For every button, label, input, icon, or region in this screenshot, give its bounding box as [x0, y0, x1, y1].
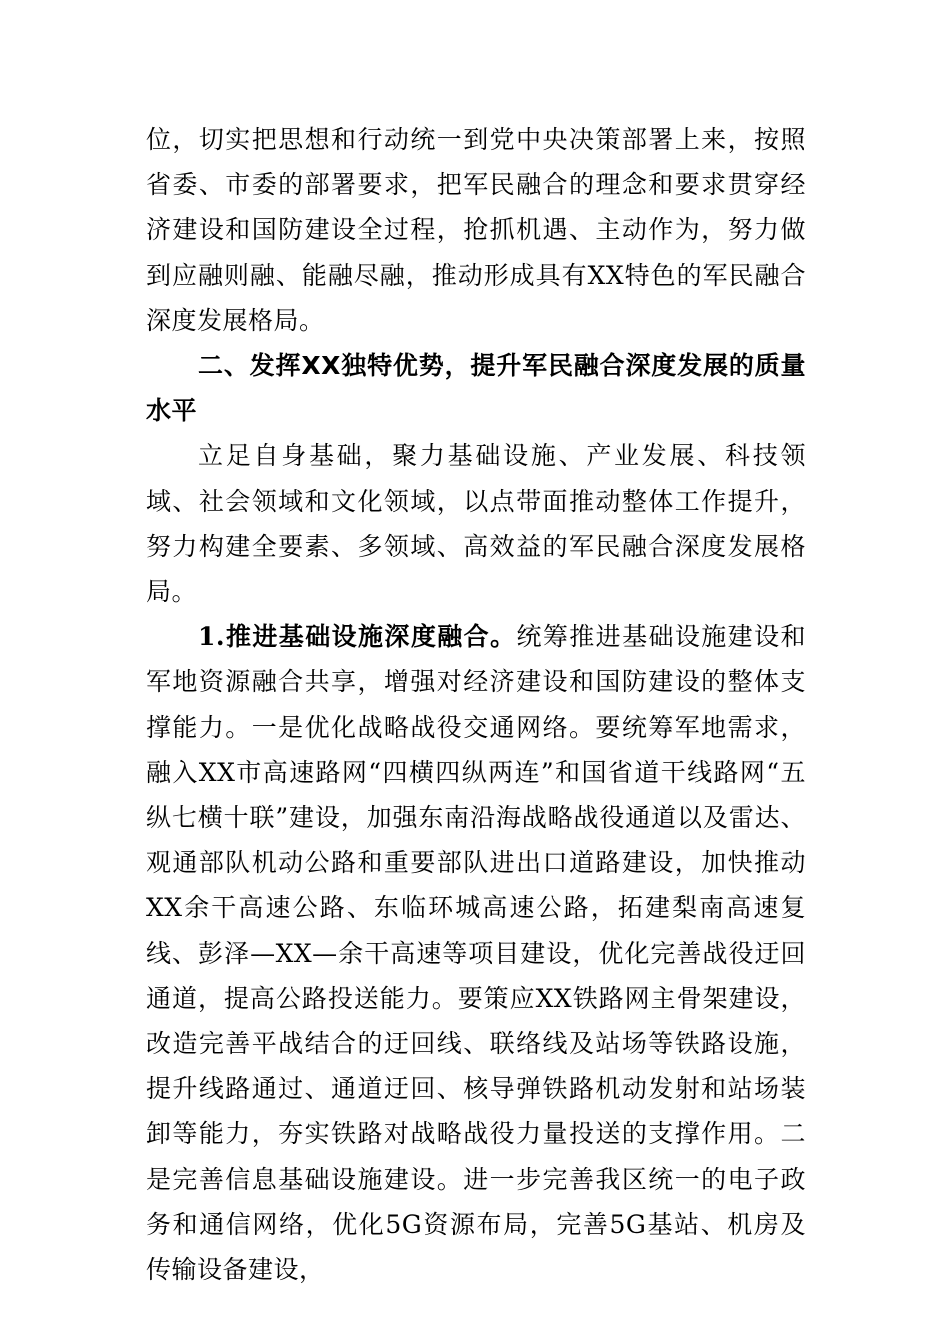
document-body: [146, 117, 806, 1292]
paragraph-lead-title: 1.推进基础设施深度融合。: [198, 622, 517, 652]
paragraph-infrastructure: [146, 614, 806, 1292]
paragraph-intro: 立足自身基础，聚力基础设施、产业发展、科技领域、社会领域和文化领域，以点带面推动整体工作提升，努力构建全要素、多领域、高效益的军民融合深度发展格局。: [146, 441, 806, 607]
section-heading: 二、发挥XX独特优势，提升军民融合深度发展的质量水平: [146, 351, 806, 426]
paragraph-continuation: 位，切实把思想和行动统一到党中央决策部署上来，按照省委、市委的部署要求，把军民融合的理念和要求贯穿经济建设和国防建设全过程，抢抓机遇、主动作为，努力做到应融则融、能融尽融，推动形成具有XX特色的军民融合深度发展格局。: [146, 125, 806, 335]
paragraph-body: 统筹推进基础设施建设和军地资源融合共享，增强对经济建设和国防建设的整体支撑能力。一是优化战略战役交通网络。要统筹军地需求，融入XX市高速路网“四横四纵两连”和国省道干线路网“五纵七横十联”建设，加强东南沿海战略战役通道以及雷达、观通部队机动公路和重要部队进出口道路建设，加快推动XX余干高速公路、东临环城高速公路，拓建梨南高速复线、彭泽—XX—余干高速等项目建设，优化完善战役迂回通道，提高公路投送能力。要策应XX铁路网主骨架建设，改造完善平战结合的迂回线、联络线及站场等铁路设施，提升线路通过、通道迂回、核导弹铁路机动发射和站场装卸等能力，夯实铁路对战略战役力量投送的支撑作用。二是完善信息基础设施建设。进一步完善我区统一的电子政务和通信网络，优化5G资源布局，完善5G基站、机房及传输设备建设，: [146, 622, 806, 1285]
